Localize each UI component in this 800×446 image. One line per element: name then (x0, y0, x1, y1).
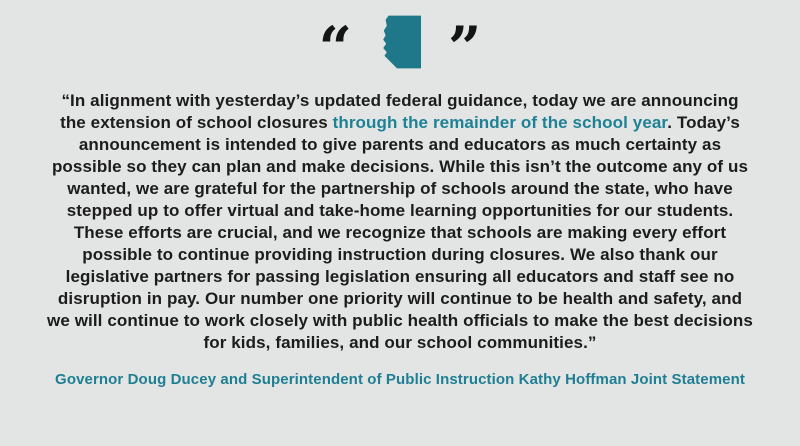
quote-text-highlight: through the remainder of the school year (332, 113, 668, 132)
quote-header: “ ” (318, 14, 482, 82)
attribution-line: Governor Doug Ducey and Superintendent of Public Instruction Kathy Hoffman Joint Statement (55, 371, 745, 388)
arizona-state-icon (378, 15, 422, 69)
quote-text-post: . Today’s announcement is intended to give parents and educators as much certainty as possible so they can plan and make decisions. While this isn’t the outcome any of us wanted, we are grateful for the partnership of schools around the state, who have stepped up to offer virtual and take-home learning opportunities for our students. These efforts are crucial, and we recognize that schools are making every effort possible to continue providing instruction during closures. We also thank our legislative partners for passing legislation ensuring all educators and staff see no disruption in pay. Our number one priority will continue to be health and safety, and we will continue to work closely with public health officials to make the best decisions for kids, families, and our school communities.” (47, 113, 753, 352)
quote-text (47, 90, 753, 354)
quote-text-pre: “In alignment with yesterday’s updated federal guidance, today we are announcing the extension of school closures (60, 91, 739, 132)
